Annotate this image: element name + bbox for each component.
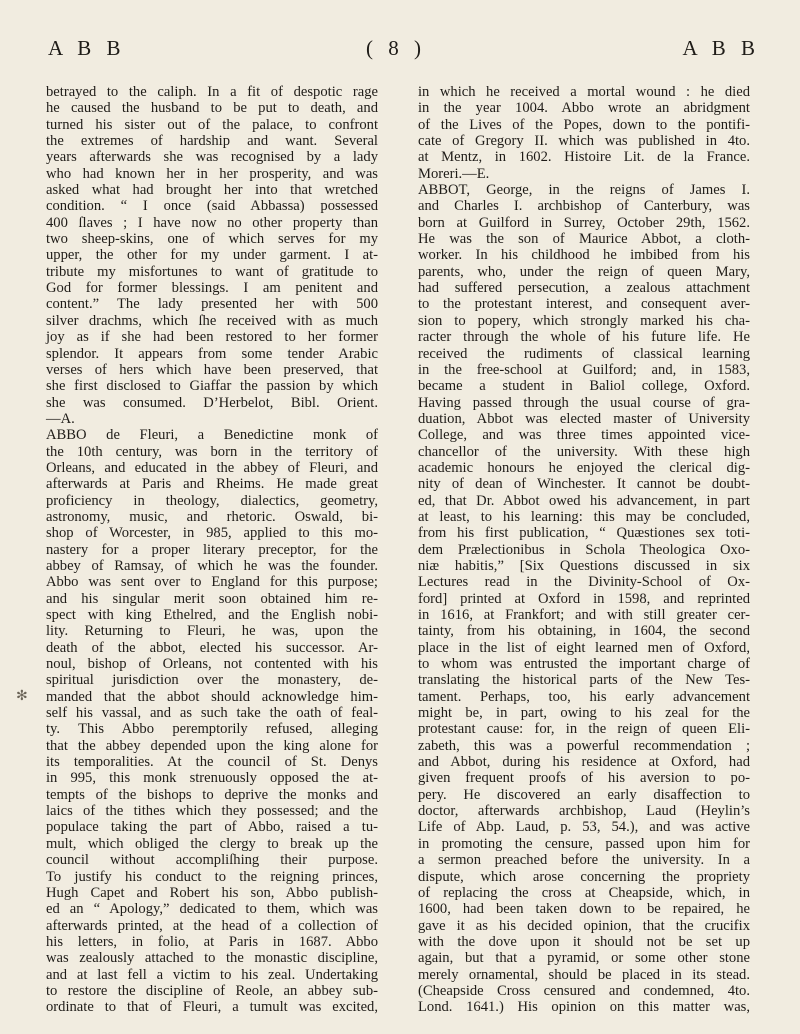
header-left-catchword: A B B <box>48 36 126 60</box>
text-line: received the rudiments of classical learning <box>418 345 750 362</box>
text-line: dem Prælectionibus in Schola Theologica Oxo- <box>418 541 750 558</box>
text-line: condition. “ I once (said Abbassa) possessed <box>46 198 378 215</box>
text-line: doctor, afterwards archbishop, Laud (Heylin’s <box>418 803 750 820</box>
text-line: in 995, this monk strenuously opposed the at- <box>46 770 378 787</box>
text-line: silver drachms, which ſhe received with as much <box>46 312 378 329</box>
text-line: in 1616, at Frankfort; and with still greater cer- <box>418 607 750 623</box>
text-line: populace taking the part of Abbo, raised a tu- <box>46 819 378 836</box>
text-line: Moreri.—E. <box>418 165 490 182</box>
text-line: gave it as his decided opinion, that the crucifix <box>418 917 750 934</box>
text-line: had suffered persecution, a zealous attachment <box>418 280 750 297</box>
text-line: in the free-school at Guilford; and, in 1583, <box>418 361 750 378</box>
text-line: College, and was three times appointed vice- <box>418 427 750 444</box>
text-line: astronomy, music, and rhetoric. Oswald, bi- <box>46 508 378 525</box>
text-line: worker. In his childhood he imbibed from his <box>418 247 750 264</box>
text-line: asked what had brought her into that wretched <box>46 182 378 199</box>
text-line: and at last fell a victim to his zeal. Undertaking <box>46 966 378 983</box>
text-line: he caused the husband to be put to death, and <box>46 100 378 117</box>
text-line: council without accompliſhing their purpose. <box>46 852 378 869</box>
text-line: nastery for a proper literary preceptor, for the <box>46 541 378 558</box>
text-line: spect with king Ethelred, and the English nobi- <box>46 607 378 623</box>
text-line: racter through the whole of his future life. He <box>418 329 750 346</box>
right-column <box>418 84 750 1016</box>
text-line: from his first publication, “ Quæstiones sex toti- <box>418 525 750 542</box>
text-line: ty. This Abbo peremptorily refused, alleging <box>46 721 378 738</box>
text-line: at least, to his learning: this may be concluded, <box>418 508 750 525</box>
text-line: afterwards printed, at the head of a collection of <box>46 917 378 934</box>
text-line: to the protestant interest, and consequent aver- <box>418 296 750 313</box>
text-line: shop of Worcester, in 985, applied to this mo- <box>46 525 378 542</box>
text-line: God for former blessings. I am penitent and <box>46 280 378 297</box>
text-line: To justify his conduct to the reigning princes, <box>46 868 378 885</box>
text-line: proficiency in theology, dialectics, geometry, <box>46 492 378 509</box>
text-line: of the Lives of the Popes, down to the pontifi- <box>418 116 750 133</box>
text-line: his letters, in folio, at Paris in 1687. Abbo <box>46 933 378 950</box>
text-line: zabeth, this was a powerful recommendation ; <box>418 737 750 754</box>
header-right-catchword: A B B <box>682 36 760 60</box>
text-line: 400 ſlaves ; I have now no other property than <box>46 214 378 231</box>
text-line: Lectures read in the Divinity-School of Ox- <box>418 574 750 591</box>
text-line: ordinate to that of Fleuri, a tumult was excited, <box>46 999 378 1016</box>
text-line: to whom was entrusted the important charge of <box>418 656 750 673</box>
text-line: of replacing the cross at Cheapside, which, in <box>418 884 750 901</box>
text-line: upper, the other for my under garment. I at- <box>46 247 378 264</box>
text-line: pery. He discovered an early disaffection to <box>418 786 750 803</box>
text-line: laics of the tithes which they possessed; and the <box>46 803 378 820</box>
text-line: niæ habitis,” [Six Questions discussed in six <box>418 557 750 574</box>
text-line: became a student in Baliol college, Oxford. <box>418 378 750 395</box>
text-line: Lond. 1641.) His opinion on this matter was, <box>418 999 750 1016</box>
text-line: chancellor of the university. With these high <box>418 443 750 460</box>
text-line: Hugh Capet and Robert his son, Abbo publish- <box>46 884 378 901</box>
text-line: might be, in part, owing to his zeal for the <box>418 705 750 722</box>
page-number: ( 8 ) <box>366 36 426 60</box>
text-line: to restore the discipline of Reole, an abbey sub- <box>46 982 378 999</box>
text-line: mult, which obliged the clergy to break up the <box>46 835 378 852</box>
text-line: a sermon preached before the university. In a <box>418 852 750 869</box>
text-line: tempts of the bishops to deprive the monks and <box>46 786 378 803</box>
text-line: 1600, had been taken down to be repaired, he <box>418 901 750 918</box>
text-line: and Charles I. archbishop of Canterbury, was <box>418 198 750 215</box>
text-line: He was the son of Maurice Abbot, a cloth- <box>418 231 750 248</box>
text-line: sion to popery, which strongly marked his cha- <box>418 312 750 329</box>
text-line: and Abbot, during his residence at Oxford, had <box>418 754 750 771</box>
text-line: abbey of Ramsay, of which he was the founder. <box>46 557 378 574</box>
running-header <box>48 36 760 66</box>
text-line: in promoting the censure, passed upon him for <box>418 835 750 852</box>
text-line: joy as if she had been restored to her former <box>46 329 378 346</box>
text-line: ed an “ Apology,” dedicated to them, which was <box>46 901 378 918</box>
text-line: years afterwards she was recognised by a lady <box>46 149 378 166</box>
text-line: cate of Gregory II. which was published in 4to. <box>418 133 750 150</box>
text-line: Having passed through the usual course of gra- <box>418 394 750 411</box>
text-line: with the dove upon it should not be set up <box>418 933 750 950</box>
text-line: the extremes of hardship and want. Several <box>46 133 378 150</box>
text-line: in which he received a mortal wound : he died <box>418 84 750 100</box>
text-line: Life of Abp. Laud, p. 53, 54.), and was active <box>418 819 750 836</box>
text-line: splendor. It appears from some tender Arabic <box>46 345 378 362</box>
text-line: —A. <box>46 410 75 427</box>
text-line: ABBOT, George, in the reigns of James I. <box>418 182 750 199</box>
text-line: that the abbey depended upon the king alone for <box>46 737 378 754</box>
text-line: merely ornamental, should be placed in its stead. <box>418 966 750 983</box>
text-line: protestant cause: for, in the reign of queen Eli- <box>418 721 750 738</box>
text-line: and his singular merit soon obtained him re- <box>46 590 378 607</box>
text-line: tainty, from his obtaining, in 1604, the second <box>418 623 750 640</box>
text-line: afterwards at Paris and Rheims. He made great <box>46 476 378 493</box>
text-line: self his vassal, and as such take the oath of feal- <box>46 705 378 722</box>
text-line: ed, that Dr. Abbot owed his advancement, in part <box>418 492 750 509</box>
text-line: two sheep-skins, one of which serves for my <box>46 231 378 248</box>
text-line: manded that the abbot should acknowledge him- <box>46 688 378 705</box>
text-line: dispute, which arose concerning the propriety <box>418 868 750 885</box>
text-line: born at Guilford in Surrey, October 29th, 1562. <box>418 214 750 231</box>
text-line: spiritual jurisdiction over the monastery, de- <box>46 672 378 689</box>
text-line: content.” The lady presented her with 500 <box>46 296 378 313</box>
left-column <box>46 84 378 1016</box>
text-line: translating the historical parts of the New Tes- <box>418 672 750 689</box>
text-line: she was consumed. D’Herbelot, Bibl. Orient. <box>46 394 378 411</box>
text-line: ABBO de Fleuri, a Benedictine monk of <box>46 427 378 444</box>
text-line: academic honours he enjoyed the clerical dig- <box>418 459 750 476</box>
margin-mark: ✻ <box>16 689 28 704</box>
text-line: who had known her in her prosperity, and was <box>46 165 378 182</box>
text-line: lity. Returning to Fleuri, he was, upon the <box>46 623 378 640</box>
text-line: Abbo was sent over to England for this purpose; <box>46 574 378 591</box>
text-line: she first disclosed to Giaffar the passion by which <box>46 378 378 395</box>
text-line: was zealously attached to the monastic discipline, <box>46 950 378 967</box>
text-line: again, but that a pyramid, or some other stone <box>418 950 750 967</box>
text-line: parents, who, under the reign of queen Mary, <box>418 263 750 280</box>
text-line: turned his sister out of the palace, to confront <box>46 116 378 133</box>
text-line: verses of hers which have been preserved, that <box>46 361 378 378</box>
text-line: death of the abbot, elected his successor. Ar- <box>46 639 378 656</box>
text-line: (Cheapside Cross censured and condemned, 4to. <box>418 982 750 999</box>
text-line: betrayed to the caliph. In a fit of despotic rage <box>46 84 378 100</box>
text-line: noul, bishop of Orleans, not contented with his <box>46 656 378 673</box>
text-line: its temporalities. At the council of St. Denys <box>46 754 378 771</box>
text-line: Orleans, and educated in the abbey of Fleuri, and <box>46 459 378 476</box>
text-line: at Mentz, in 1602. Histoire Lit. de la France. <box>418 149 750 166</box>
text-line: tribute my misfortunes to want of gratitude to <box>46 263 378 280</box>
text-line: in the year 1004. Abbo wrote an abridgment <box>418 100 750 117</box>
text-line: duation, Abbot was elected master of University <box>418 410 750 427</box>
text-line: tament. Perhaps, too, his early advancement <box>418 688 750 705</box>
text-line: place in the list of eight learned men of Oxford, <box>418 639 750 656</box>
text-line: ford] printed at Oxford in 1598, and reprinted <box>418 590 750 607</box>
text-line: nity of dean of Winchester. It cannot be doubt- <box>418 476 750 493</box>
text-line: given frequent proofs of his aversion to po- <box>418 770 750 787</box>
text-line: the 10th century, was born in the territory of <box>46 443 378 460</box>
